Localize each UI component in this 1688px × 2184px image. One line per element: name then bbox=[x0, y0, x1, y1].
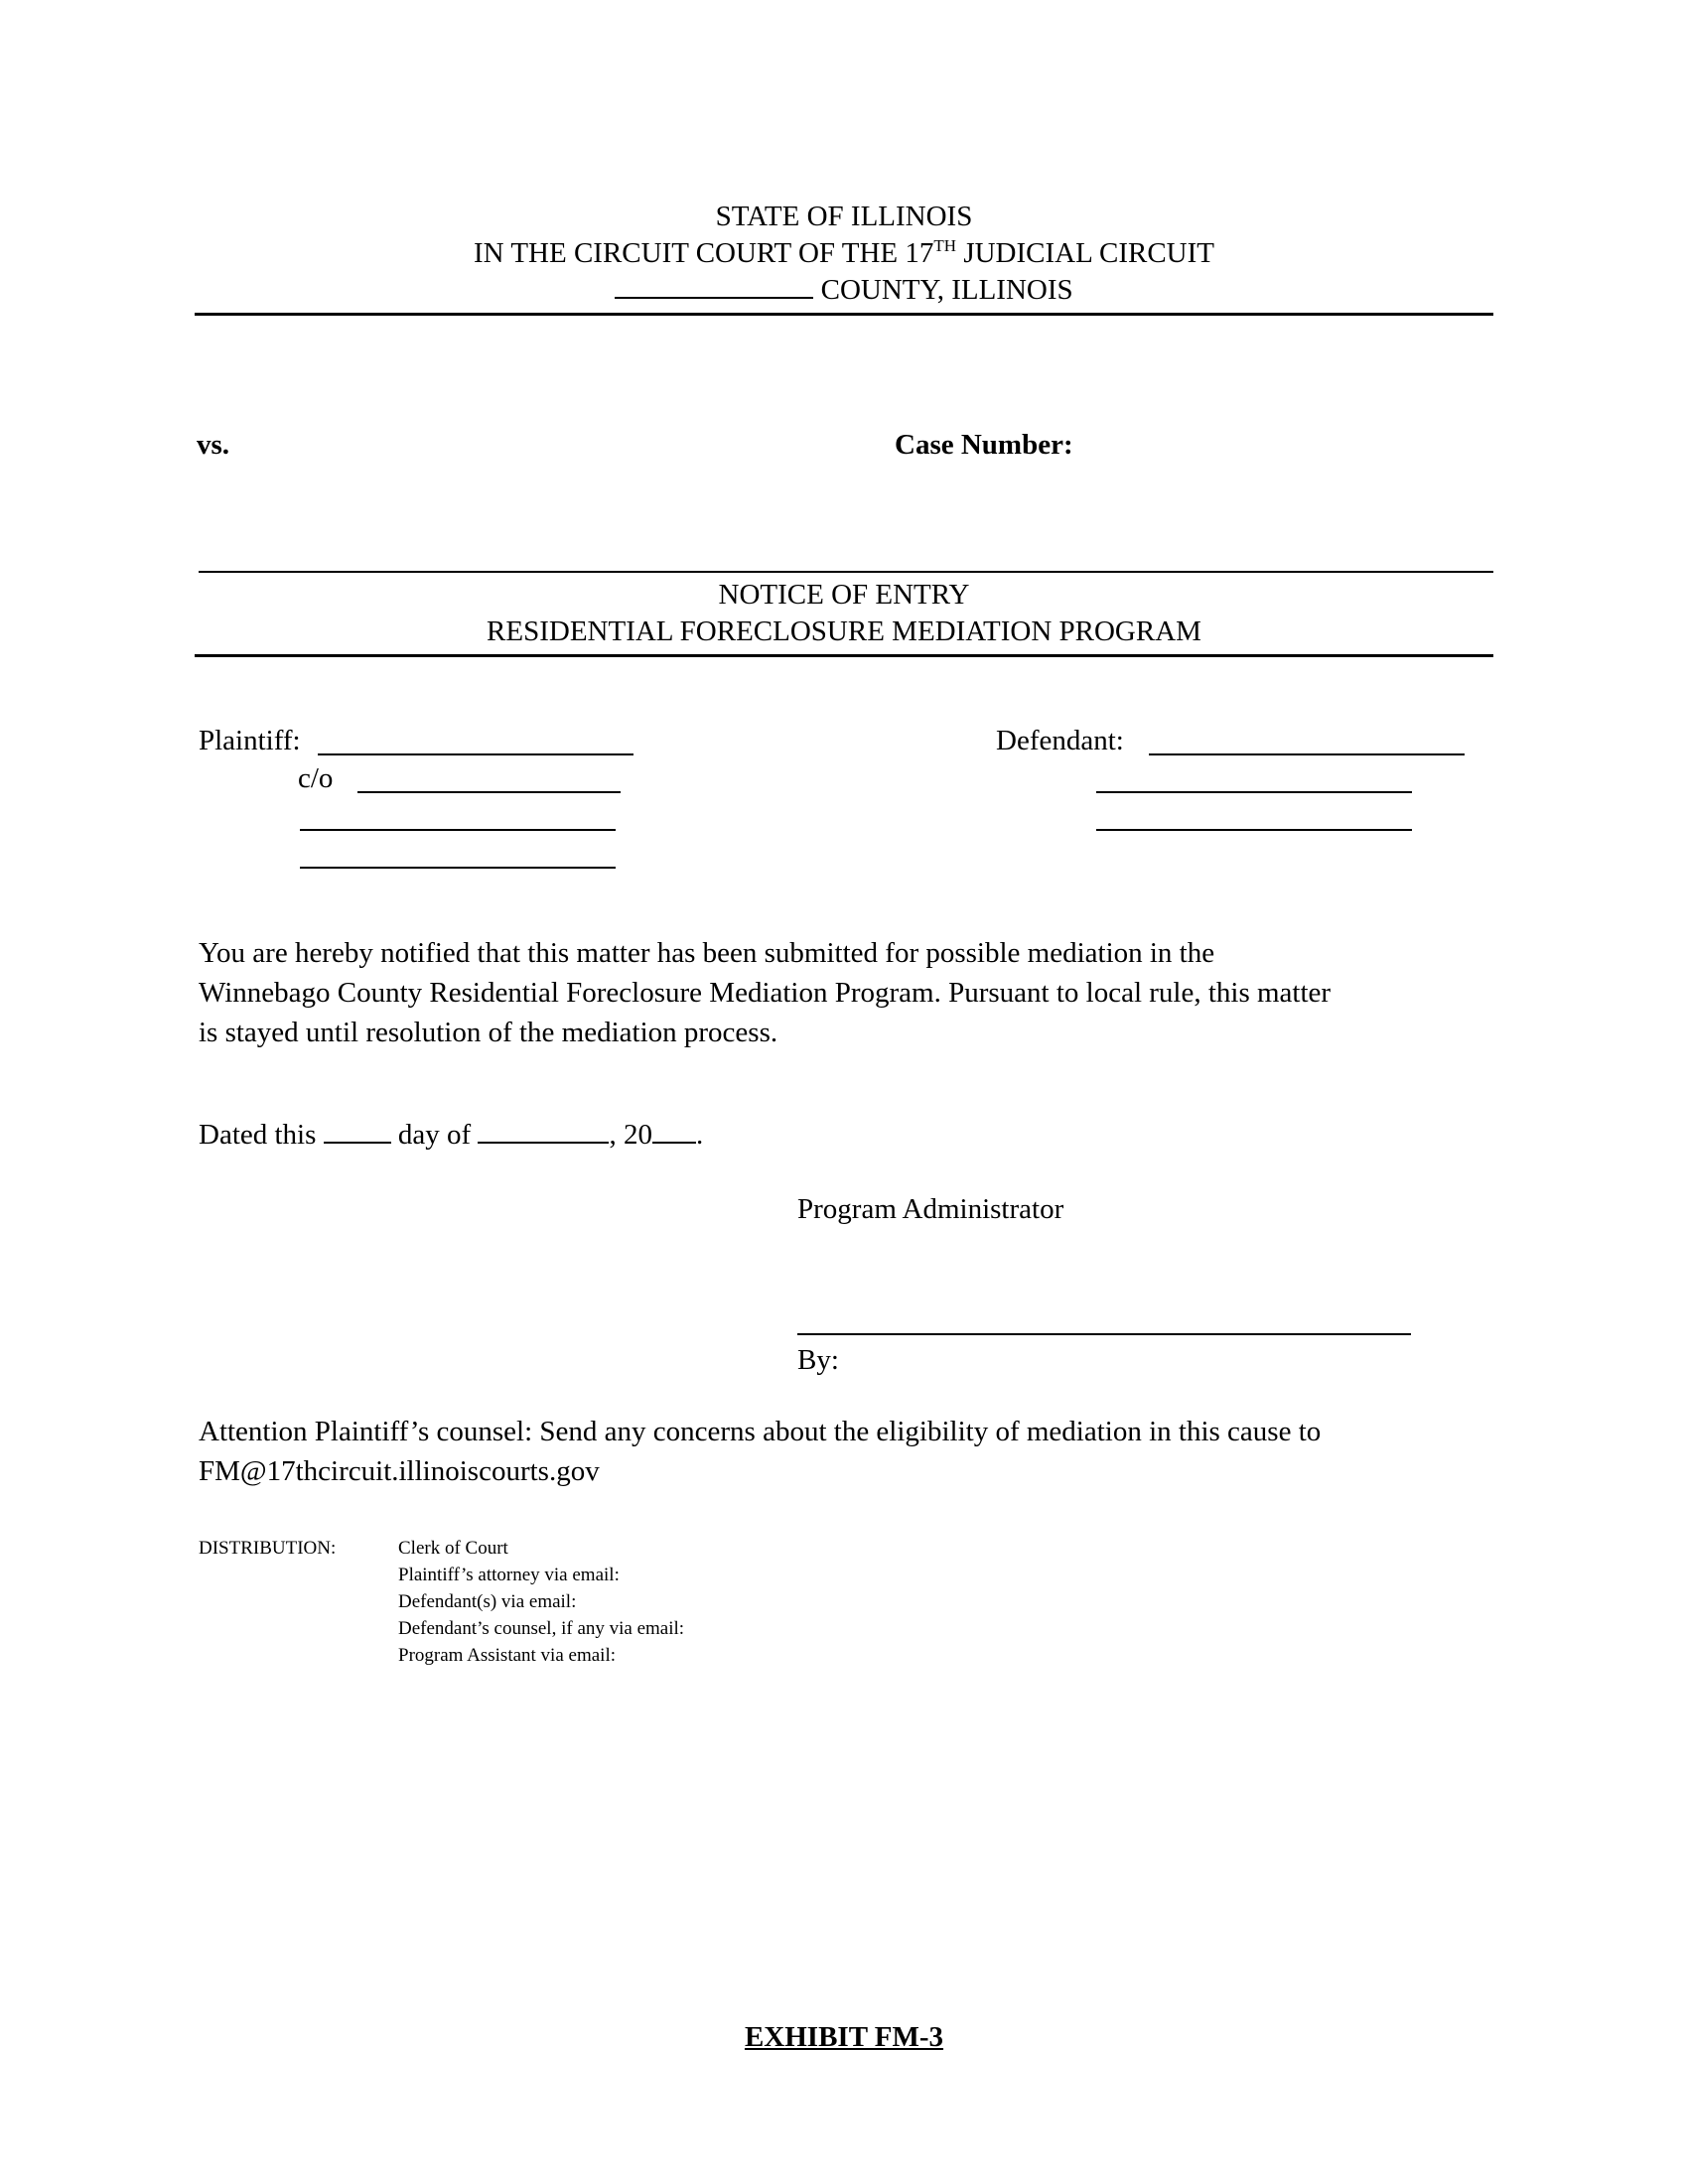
attention-paragraph bbox=[199, 1412, 1321, 1491]
care-of-field[interactable] bbox=[357, 791, 621, 793]
defendant-label: Defendant: bbox=[996, 725, 1124, 756]
court-header bbox=[195, 199, 1493, 309]
state-line: STATE OF ILLINOIS bbox=[715, 201, 973, 232]
title-bottom-rule bbox=[195, 654, 1493, 657]
county-blank[interactable] bbox=[615, 297, 813, 299]
defendant-name-field[interactable] bbox=[1149, 753, 1465, 755]
distribution-item: Plaintiff’s attorney via email: bbox=[398, 1565, 620, 1585]
year-prefix: , 20 bbox=[609, 1119, 652, 1151]
title-line1: NOTICE OF ENTRY bbox=[718, 579, 970, 611]
notice-line-3: is stayed until resolution of the mediation process. bbox=[199, 1017, 778, 1048]
title-line2: RESIDENTIAL FORECLOSURE MEDIATION PROGRAM bbox=[487, 615, 1201, 647]
distribution-item: Clerk of Court bbox=[398, 1538, 508, 1559]
notice-paragraph bbox=[199, 933, 1331, 1052]
dated-period: . bbox=[695, 1119, 704, 1151]
exhibit-label: EXHIBIT FM-3 bbox=[744, 2021, 944, 2053]
by-label: By: bbox=[797, 1344, 839, 1376]
defendant-address-line-2[interactable] bbox=[1096, 829, 1412, 831]
signature-line[interactable] bbox=[797, 1333, 1411, 1335]
case-number-label: Case Number: bbox=[895, 429, 1073, 461]
circuit-line-text: IN THE CIRCUIT COURT OF THE 17 bbox=[474, 237, 934, 269]
dated-line bbox=[199, 1115, 703, 1155]
distribution-item: Program Assistant via email: bbox=[398, 1645, 617, 1666]
plaintiff-address-line-1[interactable] bbox=[300, 829, 616, 831]
notice-line-2: Winnebago County Residential Foreclosure Mediation Program. Pursuant to local rule, this matter bbox=[199, 977, 1332, 1009]
attention-line-1: Attention Plaintiff’s counsel: Send any concerns about the eligibility of mediation in this cause to bbox=[199, 1416, 1322, 1447]
distribution-label: DISTRIBUTION: bbox=[199, 1538, 337, 1559]
vs-label: vs. bbox=[197, 429, 230, 461]
distribution-item: Defendant’s counsel, if any via email: bbox=[398, 1618, 685, 1639]
year-field[interactable] bbox=[652, 1142, 696, 1144]
distribution-list bbox=[398, 1535, 684, 1669]
defendant-address-line-1[interactable] bbox=[1096, 791, 1412, 793]
month-field[interactable] bbox=[478, 1142, 609, 1144]
plaintiff-name-field[interactable] bbox=[318, 753, 633, 755]
circuit-line bbox=[195, 235, 1493, 272]
title-top-rule bbox=[199, 571, 1493, 573]
care-of-label: c/o bbox=[298, 762, 334, 794]
day-of-text: day of bbox=[397, 1119, 472, 1151]
day-field[interactable] bbox=[324, 1142, 391, 1144]
plaintiff-label: Plaintiff: bbox=[199, 725, 301, 756]
plaintiff-address-line-2[interactable] bbox=[300, 867, 616, 869]
dated-prefix: Dated this bbox=[199, 1119, 317, 1151]
attention-email[interactable]: FM@17thcircuit.illinoiscourts.gov bbox=[199, 1455, 600, 1487]
program-administrator-label: Program Administrator bbox=[797, 1193, 1064, 1225]
header-rule bbox=[195, 313, 1493, 316]
distribution-item: Defendant(s) via email: bbox=[398, 1591, 577, 1612]
county-line-text: COUNTY, ILLINOIS bbox=[820, 274, 1073, 306]
county-line bbox=[195, 272, 1493, 309]
circuit-line-suffix: JUDICIAL CIRCUIT bbox=[956, 237, 1214, 269]
notice-line-1: You are hereby notified that this matter has been submitted for possible mediation in the bbox=[199, 937, 1215, 969]
notice-title bbox=[195, 577, 1493, 650]
ordinal-superscript: TH bbox=[933, 236, 957, 255]
